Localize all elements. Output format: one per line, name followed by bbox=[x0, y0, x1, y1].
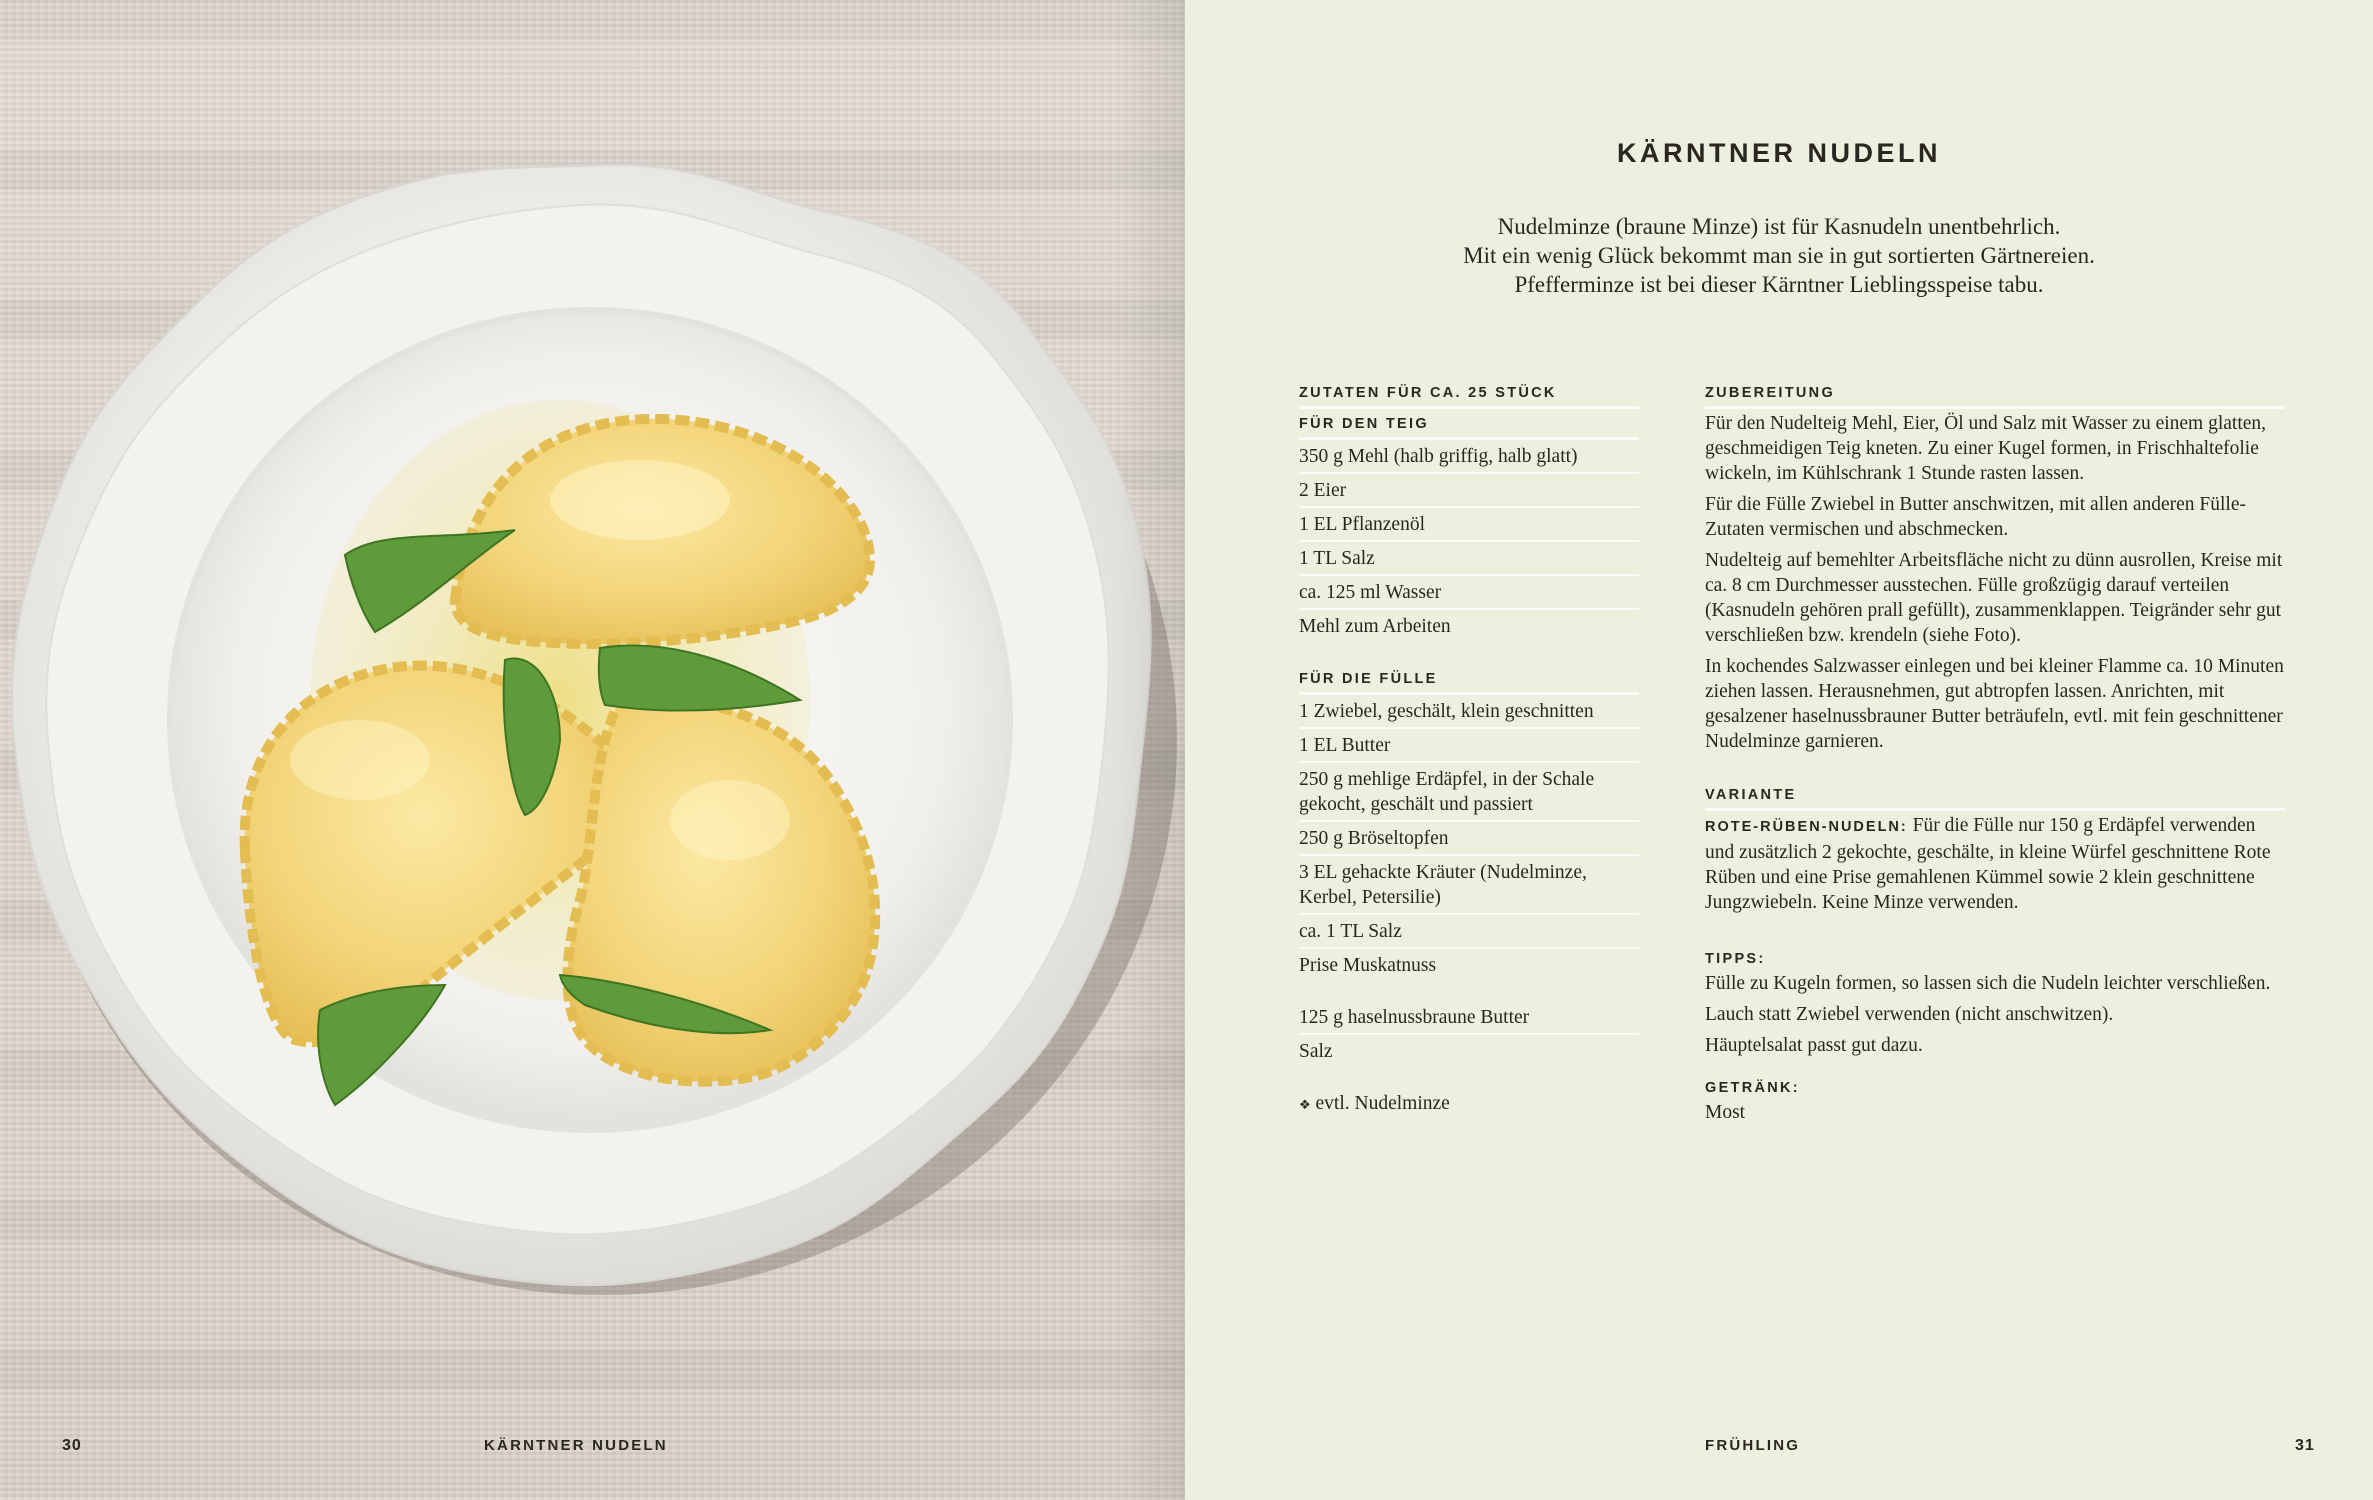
tip-item: Lauch statt Zwiebel verwenden (nicht anschwitzen). bbox=[1705, 1004, 2114, 1025]
preparation-step: Für die Fülle Zwiebel in Butter anschwitzen, mit allen anderen Fülle-Zutaten vermischen und abschmecken. bbox=[1705, 494, 2246, 540]
ingredient-item: 1 Zwiebel, geschält, klein geschnitten bbox=[1299, 695, 1639, 729]
page-number-right: 31 bbox=[2295, 1437, 2315, 1454]
ingredient-item: Salz bbox=[1299, 1041, 1333, 1062]
variant-text bbox=[1705, 813, 2285, 915]
drink-value: Most bbox=[1705, 1102, 1746, 1123]
tips-heading: TIPPS: bbox=[1705, 951, 1766, 967]
variant-heading: VARIANTE bbox=[1705, 784, 2285, 811]
right-page bbox=[1185, 0, 2373, 1500]
ingredient-item: Prise Muskatnuss bbox=[1299, 955, 1437, 976]
recipe-title: KÄRNTNER NUDELN bbox=[1617, 138, 1941, 168]
recipe-intro bbox=[1185, 212, 2373, 299]
dough-heading: FÜR DEN TEIG bbox=[1299, 409, 1639, 440]
intro-line: Pfefferminze ist bei dieser Kärntner Lieblingsspeise tabu. bbox=[1514, 272, 2044, 297]
gutter-shadow bbox=[1115, 0, 1185, 1500]
ingredient-item: ca. 1 TL Salz bbox=[1299, 915, 1639, 949]
preparation-step: In kochendes Salzwasser einlegen und bei kleiner Flamme ca. 10 Minuten ziehen lassen. Herausnehmen, gut abtropfen lassen. Anrichten, mit gesalzener haselnussbrauner Butter beträufeln, evtl. mit fein geschnittener Nudelminze garnieren. bbox=[1705, 656, 2284, 752]
ingredient-item: 1 EL Pflanzenöl bbox=[1299, 508, 1639, 542]
ingredients-heading: ZUTATEN FÜR CA. 25 STÜCK bbox=[1299, 382, 1639, 409]
ingredient-item: 125 g haselnussbraune Butter bbox=[1299, 1001, 1639, 1035]
left-page bbox=[0, 0, 1185, 1500]
garnish-marker: ❖ bbox=[1299, 1097, 1311, 1112]
ingredients-column bbox=[1299, 382, 1639, 1120]
intro-line: Nudelminze (braune Minze) ist für Kasnudeln unentbehrlich. bbox=[1497, 214, 2061, 239]
ingredient-item: 250 g mehlige Erdäpfel, in der Schale gekocht, geschält und passiert bbox=[1299, 763, 1639, 822]
preparation-heading: ZUBEREITUNG bbox=[1705, 382, 2285, 409]
filling-heading: FÜR DIE FÜLLE bbox=[1299, 668, 1639, 695]
food-photo bbox=[0, 0, 1185, 1500]
ingredient-item: ca. 125 ml Wasser bbox=[1299, 576, 1639, 610]
page-number-left: 30 bbox=[62, 1437, 82, 1454]
drink-heading: GETRÄNK: bbox=[1705, 1080, 1800, 1096]
ingredient-item: 350 g Mehl (halb griffig, halb glatt) bbox=[1299, 440, 1639, 474]
running-section: FRÜHLING bbox=[1705, 1437, 1801, 1454]
garnish-item bbox=[1299, 1087, 1639, 1120]
ingredient-item: 2 Eier bbox=[1299, 474, 1639, 508]
ingredient-item: 1 TL Salz bbox=[1299, 542, 1639, 576]
tip-item: Fülle zu Kugeln formen, so lassen sich die Nudeln leichter verschließen. bbox=[1705, 973, 2271, 994]
preparation-column bbox=[1705, 382, 2285, 1131]
preparation-step: Nudelteig auf bemehlter Arbeitsfläche nicht zu dünn ausrollen, Kreise mit ca. 8 cm Durchmesser ausstechen. Fülle großzügig darauf verteilen (Kasnudeln gehören prall gefüllt), zusammenklappen. Teigränder sehr gut verschließen bzw. krendeln (siehe Foto). bbox=[1705, 550, 2283, 646]
tip-item: Häuptelsalat passt gut dazu. bbox=[1705, 1035, 1923, 1056]
ingredient-item: 250 g Bröseltopfen bbox=[1299, 822, 1639, 856]
ingredient-item: 3 EL gehackte Kräuter (Nudelminze, Kerbel, Petersilie) bbox=[1299, 856, 1639, 915]
running-title: KÄRNTNER NUDELN bbox=[484, 1437, 668, 1454]
intro-line: Mit ein wenig Glück bekommt man sie in gut sortierten Gärtnereien. bbox=[1463, 243, 2095, 268]
variant-name: ROTE-RÜBEN-NUDELN: bbox=[1705, 819, 1908, 835]
variant-body: Für die Fülle nur 150 g Erdäpfel verwenden und zusätzlich 2 gekochte, geschälte, in kleine Würfel geschnittene Rote Rüben und eine Prise gemahlenen Kümmel sowie 2 klein geschnittene Jungzwiebeln. Keine Minze verwenden. bbox=[1705, 815, 2271, 913]
garnish-text: evtl. Nudelminze bbox=[1315, 1093, 1450, 1114]
ingredient-item: Mehl zum Arbeiten bbox=[1299, 616, 1451, 637]
ingredient-item: 1 EL Butter bbox=[1299, 729, 1639, 763]
preparation-step: Für den Nudelteig Mehl, Eier, Öl und Salz mit Wasser zu einem glatten, geschmeidigen Teig kneten. Zu einer Kugel formen, in Frischhaltefolie wickeln, im Kühlschrank 1 Stunde rasten lassen. bbox=[1705, 413, 2267, 484]
